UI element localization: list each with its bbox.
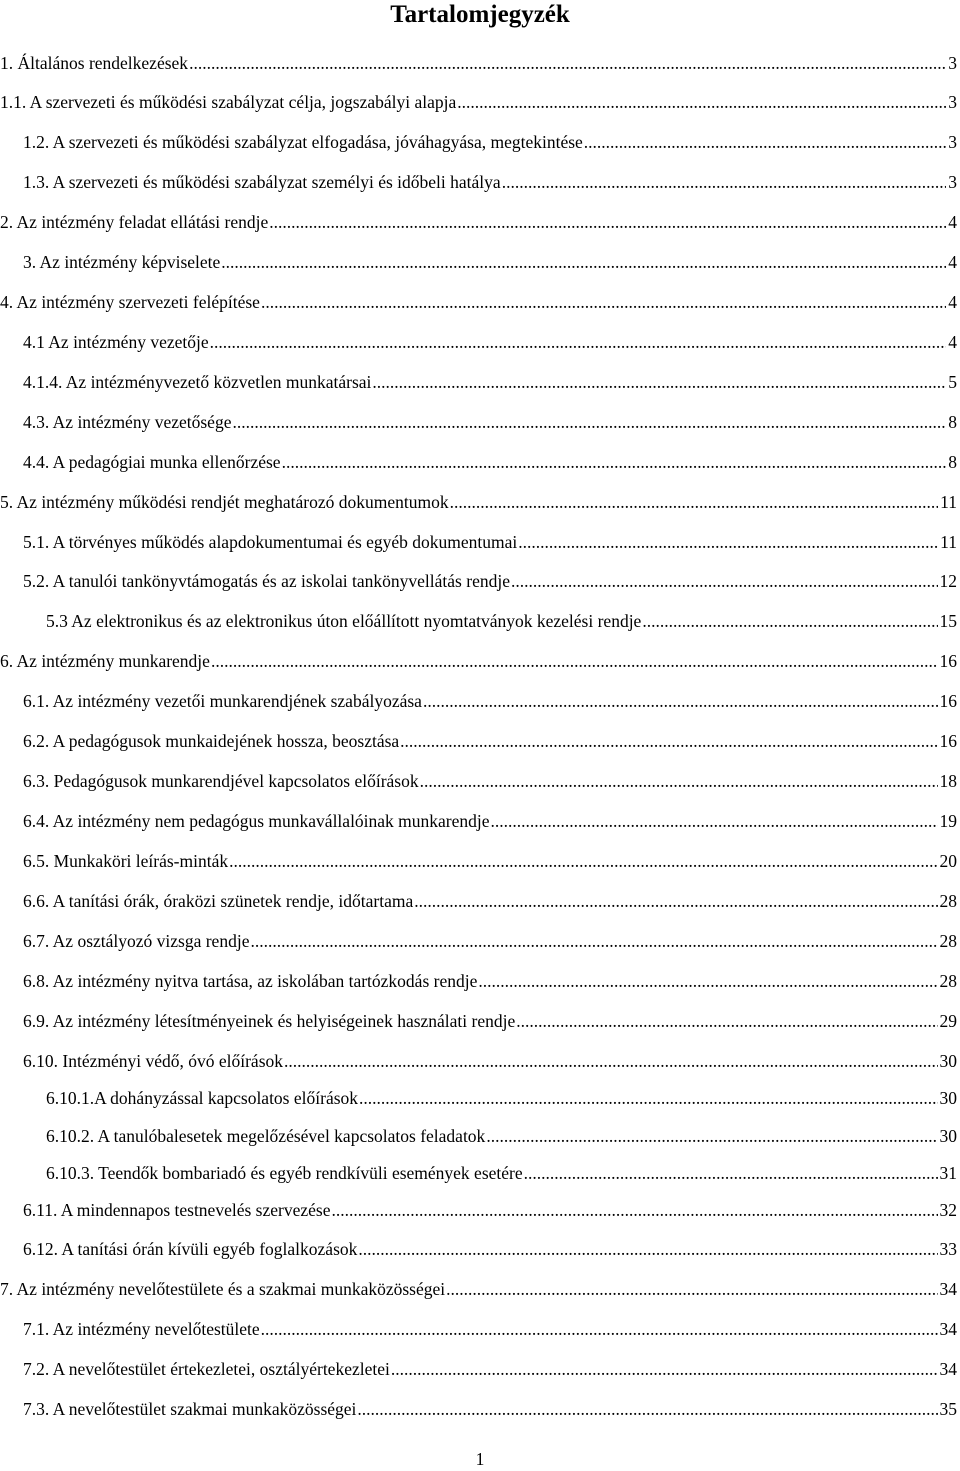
- toc-leader-dots: [524, 1161, 938, 1185]
- toc-entry[interactable]: [23, 370, 957, 394]
- toc-entry-label: 5. Az intézmény működési rendjét meghatározó dokumentumok: [0, 492, 449, 512]
- toc-entry-label: 6.2. A pedagógusok munkaidejének hossza, beosztása: [23, 731, 400, 751]
- toc-entry[interactable]: [23, 1049, 957, 1073]
- toc-leader-dots: [250, 929, 937, 953]
- toc-leader-dots: [189, 51, 946, 75]
- toc-entry[interactable]: [23, 1397, 957, 1421]
- toc-entry[interactable]: [23, 1198, 957, 1222]
- toc-leader-dots: [211, 649, 938, 673]
- toc-entry-label: 6.10.1.A dohányzással kapcsolatos előírások: [46, 1088, 359, 1108]
- toc-leader-dots: [457, 90, 946, 114]
- toc-entry-page: 30: [939, 1126, 957, 1146]
- toc-leader-dots: [420, 769, 938, 793]
- toc-entry-page: 28: [939, 891, 957, 911]
- toc-entry-label: 7.3. A nevelőtestület szakmai munkaközösségei: [23, 1399, 357, 1419]
- toc-entry[interactable]: [0, 290, 957, 314]
- toc-entry[interactable]: [0, 1277, 957, 1301]
- toc-leader-dots: [414, 889, 937, 913]
- toc-entry[interactable]: [0, 51, 957, 75]
- toc-entry-page: 12: [939, 571, 957, 591]
- toc-entry-page: 16: [939, 651, 957, 671]
- toc-entry[interactable]: [23, 849, 957, 873]
- toc-leader-dots: [210, 330, 947, 354]
- toc-entry-label: 6.11. A mindennapos testnevelés szervezése: [23, 1200, 331, 1220]
- toc-entry[interactable]: [23, 1009, 957, 1033]
- toc-entry[interactable]: [23, 330, 957, 354]
- toc-entry-page: 4: [948, 292, 957, 312]
- toc-leader-dots: [584, 130, 946, 154]
- toc-entry-label: 4.1.4. Az intézményvezető közvetlen munkatársai: [23, 372, 372, 392]
- toc-leader-dots: [516, 1009, 937, 1033]
- toc-entry[interactable]: [23, 130, 957, 154]
- toc-leader-dots: [642, 609, 937, 633]
- toc-entry[interactable]: [23, 809, 957, 833]
- toc-leader-dots: [491, 809, 938, 833]
- toc-entry-page: 32: [939, 1200, 957, 1220]
- toc-entry-label: 6.10. Intézményi védő, óvó előírások: [23, 1051, 284, 1071]
- toc-entry-page: 8: [948, 452, 957, 472]
- toc-entry[interactable]: [46, 1086, 957, 1110]
- toc-entry-page: 3: [948, 53, 957, 73]
- toc-leader-dots: [229, 849, 937, 873]
- toc-entry-page: 8: [948, 412, 957, 432]
- toc-entry[interactable]: [23, 769, 957, 793]
- toc-entry[interactable]: [23, 689, 957, 713]
- toc-entry-label: 7. Az intézmény nevelőtestülete és a szakmai munkaközösségei: [0, 1279, 446, 1299]
- toc-entry-label: 2. Az intézmény feladat ellátási rendje: [0, 212, 269, 232]
- toc-entry-page: 30: [939, 1051, 957, 1071]
- toc-leader-dots: [261, 290, 946, 314]
- toc-entry[interactable]: [23, 929, 957, 953]
- toc-entry[interactable]: [46, 1161, 957, 1185]
- toc-entry-label: 6.9. Az intézmény létesítményeinek és helyiségeinek használati rendje: [23, 1011, 516, 1031]
- toc-entry-page: 11: [940, 532, 957, 552]
- toc-entry[interactable]: [0, 210, 957, 234]
- toc-entry[interactable]: [46, 609, 957, 633]
- toc-leader-dots: [423, 689, 938, 713]
- toc-entry[interactable]: [23, 1237, 957, 1261]
- toc-entry-page: 3: [948, 92, 957, 112]
- toc-entry-page: 20: [939, 851, 957, 871]
- toc-entry-page: 35: [939, 1399, 957, 1419]
- toc-leader-dots: [478, 969, 937, 993]
- toc-entry[interactable]: [23, 170, 957, 194]
- toc-entry[interactable]: [23, 729, 957, 753]
- toc-entry[interactable]: [23, 889, 957, 913]
- toc-entry[interactable]: [23, 410, 957, 434]
- toc-entry-page: 16: [939, 691, 957, 711]
- toc-entry[interactable]: [23, 569, 957, 593]
- toc-leader-dots: [261, 1317, 938, 1341]
- page-number: 1: [475, 1449, 485, 1469]
- toc-entry-label: 6.10.3. Teendők bombariadó és egyéb rendkívüli események esetére: [46, 1163, 523, 1183]
- toc-leader-dots: [372, 370, 946, 394]
- toc-entry-page: 18: [939, 771, 957, 791]
- toc-leader-dots: [486, 1124, 937, 1148]
- toc-entry-page: 28: [939, 971, 957, 991]
- toc-leader-dots: [400, 729, 937, 753]
- toc-entry-label: 1. Általános rendelkezések: [0, 53, 189, 73]
- toc-entry-label: 5.2. A tanulói tankönyvtámogatás és az iskolai tankönyvellátás rendje: [23, 571, 510, 591]
- toc-entry-label: 3. Az intézmény képviselete: [23, 252, 221, 272]
- toc-leader-dots: [502, 170, 947, 194]
- toc-entry[interactable]: [0, 90, 957, 114]
- toc-entry-page: 34: [939, 1319, 957, 1339]
- toc-entry-label: 6.4. Az intézmény nem pedagógus munkavállalóinak munkarendje: [23, 811, 490, 831]
- toc-entry[interactable]: [23, 450, 957, 474]
- toc-entry-page: 33: [939, 1239, 957, 1259]
- toc-entry-label: 6. Az intézmény munkarendje: [0, 651, 210, 671]
- toc-leader-dots: [282, 450, 947, 474]
- toc-leader-dots: [450, 490, 939, 514]
- toc-entry[interactable]: [0, 649, 957, 673]
- toc-entry-label: 4.3. Az intézmény vezetősége: [23, 412, 232, 432]
- toc-entry[interactable]: [23, 530, 957, 554]
- toc-entry-label: 4.4. A pedagógiai munka ellenőrzése: [23, 452, 281, 472]
- toc-entry-page: 3: [948, 172, 957, 192]
- toc-leader-dots: [358, 1237, 937, 1261]
- toc-entry-page: 11: [940, 492, 957, 512]
- toc-entry[interactable]: [46, 1124, 957, 1148]
- toc-leader-dots: [391, 1357, 938, 1381]
- toc-entry-page: 19: [939, 811, 957, 831]
- toc-entry[interactable]: [23, 250, 957, 274]
- toc-entry-label: 4. Az intézmény szervezeti felépítése: [0, 292, 260, 312]
- toc-entry-page: 4: [948, 252, 957, 272]
- toc-entry-label: 5.1. A törvényes működés alapdokumentumai és egyéb dokumentumai: [23, 532, 518, 552]
- toc-entry-page: 4: [948, 332, 957, 352]
- toc-entry-label: 6.8. Az intézmény nyitva tartása, az iskolában tartózkodás rendje: [23, 971, 478, 991]
- toc-entry-page: 3: [948, 132, 957, 152]
- toc-entry-page: 34: [939, 1359, 957, 1379]
- toc-entry-label: 5.3 Az elektronikus és az elektronikus úton előállított nyomtatványok kezelési rendje: [46, 611, 642, 631]
- toc-entry[interactable]: [23, 1357, 957, 1381]
- toc-entry-page: 29: [939, 1011, 957, 1031]
- toc-entry-label: 6.6. A tanítási órák, óraközi szünetek rendje, időtartama: [23, 891, 414, 911]
- toc-entry-label: 6.12. A tanítási órán kívüli egyéb foglalkozások: [23, 1239, 358, 1259]
- toc-entry-label: 1.3. A szervezeti és működési szabályzat személyi és időbeli hatálya: [23, 172, 501, 192]
- toc-entry-page: 34: [939, 1279, 957, 1299]
- toc-entry[interactable]: [0, 490, 957, 514]
- toc-entry-label: 7.1. Az intézmény nevelőtestülete: [23, 1319, 260, 1339]
- toc-entry-page: 28: [939, 931, 957, 951]
- toc-entry-label: 7.2. A nevelőtestület értekezletei, osztályértekezletei: [23, 1359, 390, 1379]
- toc-entry-page: 30: [939, 1088, 957, 1108]
- toc-entry-label: 6.1. Az intézmény vezetői munkarendjének szabályozása: [23, 691, 422, 711]
- toc-entry-label: 6.7. Az osztályozó vizsga rendje: [23, 931, 250, 951]
- toc-entry-page: 16: [939, 731, 957, 751]
- toc-entry-label: 6.5. Munkaköri leírás-minták: [23, 851, 229, 871]
- toc-leader-dots: [232, 410, 946, 434]
- toc-entry-page: 31: [939, 1163, 957, 1183]
- toc-entry-label: 4.1 Az intézmény vezetője: [23, 332, 209, 352]
- toc-leader-dots: [269, 210, 946, 234]
- toc-leader-dots: [284, 1049, 937, 1073]
- toc-entry-label: 6.3. Pedagógusok munkarendjével kapcsolatos előírások: [23, 771, 419, 791]
- toc-leader-dots: [511, 569, 938, 593]
- toc-leader-dots: [357, 1397, 937, 1421]
- toc-entry-page: 4: [948, 212, 957, 232]
- toc-leader-dots: [518, 530, 938, 554]
- toc-leader-dots: [446, 1277, 937, 1301]
- toc-entry[interactable]: [23, 1317, 957, 1341]
- toc-entry-label: 6.10.2. A tanulóbalesetek megelőzésével kapcsolatos feladatok: [46, 1126, 486, 1146]
- toc-entry-label: 1.1. A szervezeti és működési szabályzat célja, jogszabályi alapja: [0, 92, 457, 112]
- toc-leader-dots: [359, 1086, 937, 1110]
- toc-entry-label: 1.2. A szervezeti és működési szabályzat elfogadása, jóváhagyása, megtekintése: [23, 132, 583, 152]
- toc-entry[interactable]: [23, 969, 957, 993]
- toc-leader-dots: [331, 1198, 937, 1222]
- toc-leader-dots: [221, 250, 946, 274]
- toc-entry-page: 15: [939, 611, 957, 631]
- toc-entry-page: 5: [948, 372, 957, 392]
- page-title: Tartalomjegyzék: [390, 1, 570, 28]
